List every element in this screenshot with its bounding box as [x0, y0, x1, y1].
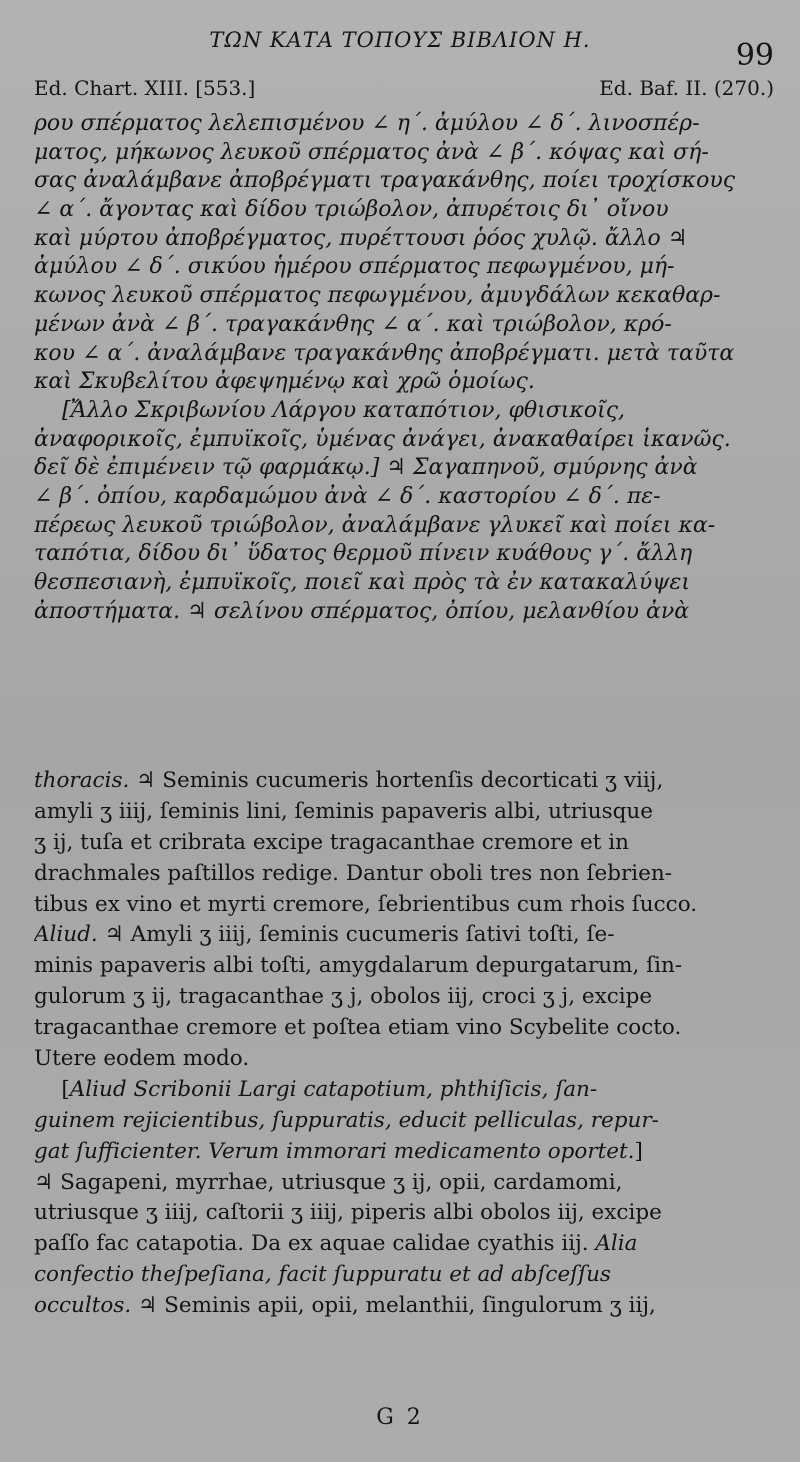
latin-text-segment: Aliud Scribonii Largi catapotium, phthiſicis, ſan-	[69, 1076, 598, 1102]
edition-right: Ed. Baf. II. (270.)	[599, 76, 774, 100]
greek-text-line: σας ἀναλάμβανε ἀποβρέγματι τραγακάνθης, ποίει τροχίσκους	[34, 168, 736, 194]
latin-text-line	[34, 766, 766, 797]
latin-text-segment: amyli ʒ iiij, ſeminis lini, ſeminis papaveris albi, utriusque	[34, 798, 653, 824]
latin-text-segment: thoracis.	[34, 768, 130, 793]
greek-text-line: [Ἄλλο Σκριβωνίου Λάργου καταπότιον, φθισικοῖς,	[34, 397, 626, 423]
latin-text-line	[34, 982, 766, 1013]
latin-text-segment: tibus ex vino et myrti cremore, ſebrientibus cum rhois ſucco.	[34, 891, 698, 917]
latin-text-segment: ]	[634, 1138, 643, 1164]
latin-text-line	[34, 1198, 766, 1229]
greek-text-line: καὶ μύρτου ἀποβρέγματος, πυρέττουσι ῥόος χυλῷ. ἄλλο ♃	[34, 225, 688, 251]
greek-text-line: ∠ β΄. ὀπίου, καρδαμώμου ἀνὰ ∠ δ΄. καστορίου ∠ δ΄. πε-	[34, 483, 661, 509]
latin-text-line	[34, 1013, 766, 1044]
greek-text-line: καὶ Σκυβελίτου ἀφεψημένῳ καὶ χρῶ ὁμοίως.	[34, 369, 535, 395]
latin-text-block	[34, 766, 766, 1322]
latin-text-line	[34, 1137, 766, 1168]
latin-text-segment: gat ſufficienter. Verum immorari medicamento oportet.	[34, 1138, 635, 1164]
greek-text-line: κωνος λευκοῦ σπέρματος πεφωγμένου, ἀμυγδάλων κεκαθαρ-	[34, 283, 721, 309]
latin-text-line	[34, 1106, 766, 1137]
latin-text-segment: ♃ Sagapeni, myrrhae, utriusque ʒ ij, opii, cardamomi,	[34, 1169, 623, 1195]
latin-text-segment: Aliud.	[34, 922, 98, 948]
greek-text-line: ∠ α΄. ἄγοντας καὶ δίδου τριώβολον, ἀπυρέτοις δι᾽ οἴνου	[34, 197, 669, 223]
latin-text-segment: occultos.	[34, 1293, 132, 1319]
latin-text-line	[34, 828, 766, 859]
latin-text-line	[34, 951, 766, 982]
latin-text-segment: tragacanthae cremore et poſtea etiam vino Scybelite cocto.	[34, 1015, 682, 1041]
greek-text-line: δεῖ δὲ ἐπιμένειν τῷ φαρμάκῳ.] ♃ Σαγαπηνοῦ, σμύρνης ἀνὰ	[34, 455, 698, 481]
latin-text-segment: ♃ Seminis apii, opii, melanthii, ſingulorum ʒ iij,	[131, 1293, 656, 1319]
greek-text-line: πέρεως λευκοῦ τριώβολον, ἀναλάμβανε γλυκεῖ καὶ ποίει κα-	[34, 512, 716, 538]
greek-text-line: κου ∠ α΄. ἀναλάμβανε τραγακάνθης ἀποβρέγματι. μετὰ ταῦτα	[34, 340, 735, 366]
greek-text-line: ρου σπέρματος λελεπισμένου ∠ η΄. ἀμύλου ∠ δ΄. λινοσπέρ-	[34, 111, 700, 136]
running-head: ΤΩΝ ΚΑΤΑ ΤΟΠΟΥΣ ΒΙΒΛΙΟΝ Η.	[209, 28, 591, 52]
latin-text-line	[34, 1260, 766, 1291]
latin-text-line	[34, 797, 766, 828]
latin-text-line	[34, 890, 766, 921]
latin-text-segment: confectio theſpeſiana, facit ſuppuratu et ad abſceſſus	[34, 1262, 611, 1288]
latin-text-line	[34, 1075, 766, 1106]
latin-text-segment: [	[34, 1076, 70, 1102]
greek-text-line: μένων ἀνὰ ∠ β΄. τραγακάνθης ∠ α΄. καὶ τριώβολον, κρό-	[34, 311, 672, 337]
latin-text-segment: paſſo fac catapotia. Da ex aquae calidae cyathis iij.	[34, 1231, 596, 1257]
latin-text-segment: utriusque ʒ iiij, caſtorii ʒ iiij, piperis albi obolos iij, excipe	[34, 1200, 662, 1226]
latin-text-segment: Utere eodem modo.	[34, 1046, 250, 1072]
greek-text-line: ματος, μήκωνος λευκοῦ σπέρματος ἀνὰ ∠ β΄. κόψας καὶ σή-	[34, 139, 709, 165]
latin-text-line	[34, 1168, 766, 1199]
greek-text-line: θεσπεσιανὴ, ἐμπυϊκοῖς, ποιεῖ καὶ πρὸς τὰ ἐν κατακαλύψει	[34, 570, 690, 595]
page-number: 99	[735, 38, 774, 73]
greek-text-line: ταπότια, δίδου δι᾽ ὕδατος θερμοῦ πίνειν κυάθους γ΄. ἄλλη	[34, 541, 693, 567]
latin-text-line	[34, 1044, 766, 1075]
latin-text-line	[34, 920, 766, 951]
latin-text-segment: ♃ Amyli ʒ iiij, ſeminis cucumeris ſativi toſti, ſe-	[97, 922, 615, 948]
latin-text-segment: Alia	[595, 1231, 638, 1257]
latin-text-line	[34, 1229, 766, 1260]
greek-text-line: ἀμύλου ∠ δ΄. σικύου ἡμέρου σπέρματος πεφωγμένου, μή-	[34, 254, 675, 280]
edition-left: Ed. Chart. XIII. [553.]	[34, 76, 256, 100]
latin-text-segment: gulorum ʒ ij, tragacanthae ʒ j, obolos iij, croci ʒ j, excipe	[34, 984, 653, 1010]
greek-text-line: ἀποστήματα. ♃ σελίνου σπέρματος, ὀπίου, μελανθίου ἀνὰ	[34, 598, 690, 624]
printer-signature: G 2	[376, 1405, 424, 1430]
latin-text-segment: ♃ Seminis cucumeris hortenſis decorticati ʒ viij,	[129, 768, 664, 793]
latin-text-segment: minis papaveris albi toſti, amygdalarum depurgatarum, ſin-	[34, 953, 683, 979]
greek-text-block	[34, 110, 764, 626]
latin-text-line	[34, 859, 766, 890]
greek-text-line: ἀναφορικοῖς, ἐμπυϊκοῖς, ὑμένας ἀνάγει, ἀνακαθαίρει ἱκανῶς.	[34, 426, 731, 452]
latin-text-segment: ʒ ij, tuſa et cribrata excipe tragacanthae cremore et in	[34, 829, 629, 855]
latin-text-segment: drachmales paſtillos redige. Dantur oboli tres non ſebrien-	[34, 860, 672, 886]
latin-text-segment: guinem rejicientibus, ſuppuratis, educit pelliculas, repur-	[34, 1107, 659, 1133]
edition-line	[34, 76, 774, 100]
latin-text-line	[34, 1291, 766, 1322]
